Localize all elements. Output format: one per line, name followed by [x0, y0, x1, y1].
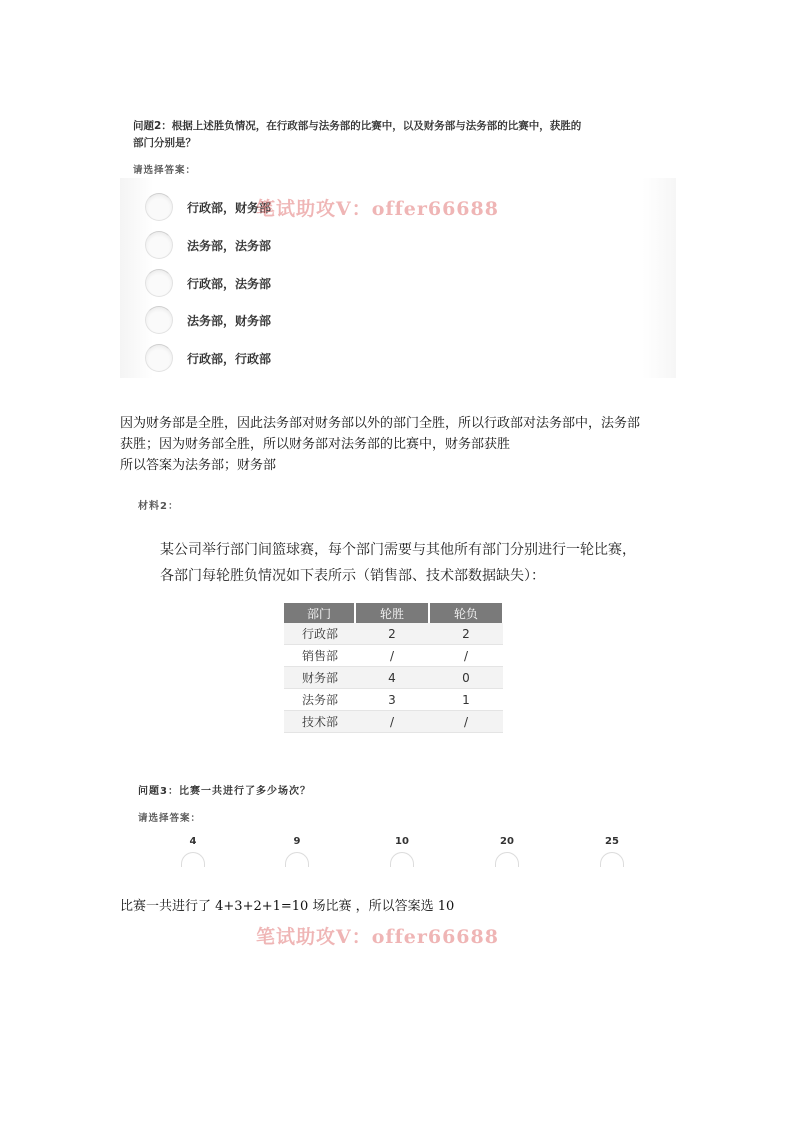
table-cell: 4: [355, 667, 429, 689]
radio-button[interactable]: [495, 852, 519, 867]
table-cell: 0: [429, 667, 503, 689]
results-table: [284, 603, 504, 733]
choice-4[interactable]: [487, 836, 527, 867]
material-label: 材料2：: [138, 501, 179, 512]
table-cell: 2: [429, 623, 503, 645]
explanation-2-line2: 获胜；因为财务部全胜，所以财务部对法务部的比赛中，财务部获胜: [120, 437, 511, 452]
option-label: 行政部，财务部: [187, 200, 272, 215]
table-cell: 行政部: [284, 623, 355, 645]
radio-button[interactable]: [145, 306, 173, 334]
answer-prompt: 请选择答案：: [133, 165, 197, 176]
table-row: [284, 623, 503, 645]
option-2[interactable]: [145, 230, 271, 260]
table-header-row: [284, 603, 503, 623]
choice-3[interactable]: [382, 836, 422, 867]
column-header: 轮负: [429, 603, 503, 623]
explanation-2-line1: 因为财务部是全胜，因此法务部对财务部以外的部门全胜，所以行政部对法务部中，法务部: [120, 416, 641, 431]
radio-button[interactable]: [600, 852, 624, 867]
radio-button[interactable]: [145, 193, 173, 221]
option-5[interactable]: [145, 343, 271, 373]
table-row: [284, 711, 503, 733]
explanation-3: 比赛一共进行了 4+3+2+1=10 场比赛 ，所以答案选 10: [120, 899, 455, 914]
option-label: 行政部，法务部: [187, 276, 272, 291]
table-row: [284, 645, 503, 667]
material-text-line1: 某公司举行部门间篮球赛，每个部门需要与其他所有部门分别进行一轮比赛，: [160, 542, 636, 558]
radio-button[interactable]: [390, 852, 414, 867]
table-cell: 法务部: [284, 689, 355, 711]
table-cell: /: [355, 645, 429, 667]
option-label: 行政部，行政部: [187, 351, 272, 366]
choice-1[interactable]: [173, 836, 213, 867]
choice-5[interactable]: [592, 836, 632, 867]
table-row: [284, 667, 503, 689]
question-2-title-line1: 问题2：根据上述胜负情况，在行政部与法务部的比赛中，以及财务部与法务部的比赛中，获胜的: [133, 120, 582, 132]
choice-label: 10: [395, 836, 409, 847]
watermark: 笔试助攻V：offer66688: [256, 926, 499, 948]
choice-label: 9: [293, 836, 301, 847]
radio-button[interactable]: [145, 231, 173, 259]
table-cell: 销售部: [284, 645, 355, 667]
choice-label: 4: [189, 836, 197, 847]
option-label: 法务部，财务部: [187, 313, 272, 328]
table-cell: 技术部: [284, 711, 355, 733]
question-2-title-line2: 部门分别是？: [133, 137, 196, 149]
material-text: [160, 537, 700, 589]
explanation-2-line3: 所以答案为法务部；财务部: [120, 458, 277, 473]
option-1[interactable]: [145, 192, 271, 222]
table-cell: /: [429, 711, 503, 733]
explanation-2: [120, 413, 690, 476]
answer-prompt: 请选择答案：: [138, 813, 202, 824]
table-row: [284, 689, 503, 711]
question-2-title: [133, 118, 673, 152]
option-3[interactable]: [145, 268, 271, 298]
radio-button[interactable]: [285, 852, 309, 867]
table-cell: 财务部: [284, 667, 355, 689]
radio-button[interactable]: [181, 852, 205, 867]
choice-2[interactable]: [277, 836, 317, 867]
table-cell: 2: [355, 623, 429, 645]
choice-label: 25: [605, 836, 619, 847]
option-label: 法务部，法务部: [187, 238, 272, 253]
option-4[interactable]: [145, 305, 271, 335]
column-header: 部门: [284, 603, 355, 623]
material-text-line2: 各部门每轮胜负情况如下表所示（销售部、技术部数据缺失）：: [160, 568, 545, 584]
watermark: 笔试助攻V：offer66688: [256, 198, 499, 220]
question-3-title: 问题3：比赛一共进行了多少场次？: [138, 786, 311, 797]
column-header: 轮胜: [355, 603, 429, 623]
table-cell: /: [355, 711, 429, 733]
table-cell: /: [429, 645, 503, 667]
radio-button[interactable]: [145, 344, 173, 372]
choice-label: 20: [500, 836, 514, 847]
table-cell: 1: [429, 689, 503, 711]
table-cell: 3: [355, 689, 429, 711]
radio-button[interactable]: [145, 269, 173, 297]
